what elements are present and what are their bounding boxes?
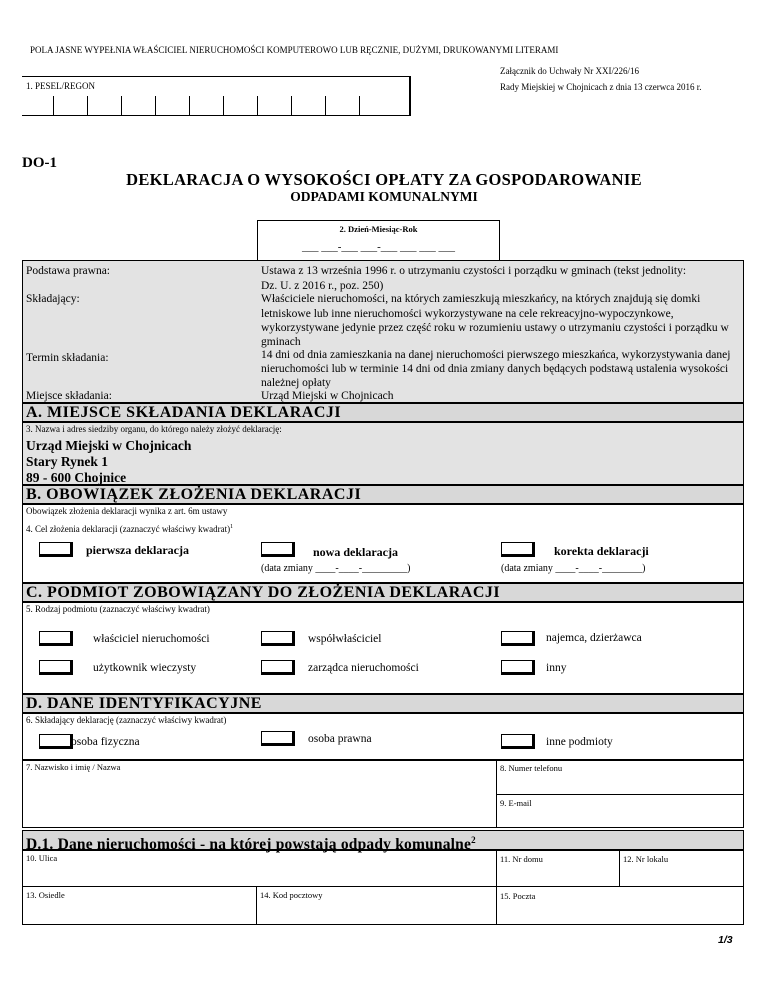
- purpose-label: 4. Cel złożenia deklaracji (zaznaczyć właściwy kwadrat)$^1$: [26, 524, 234, 534]
- house-number-label: 11. Nr domu: [500, 854, 543, 864]
- deadline-label: Termin składania:: [26, 352, 109, 364]
- deadline-text-1: 14 dni od dnia zamieszkania na danej nieruchomości pierwszego mieszkańca, wykorzystywania danej: [261, 349, 731, 361]
- perpetual-user-label: użytkownik wieczysty: [93, 662, 197, 674]
- section-b-header: B. OBOWIĄZEK ZŁOŻENIA DEKLARACJI: [22, 485, 744, 504]
- coowner-label: współwłaściciel: [308, 633, 382, 645]
- checkbox-new-declaration[interactable]: [261, 542, 295, 557]
- street-label: 10. Ulica: [26, 853, 58, 863]
- pesel-field[interactable]: [22, 76, 411, 116]
- street-field[interactable]: [22, 850, 497, 887]
- postcode-label: 14. Kod pocztowy: [260, 890, 323, 900]
- annex-line-2: Rady Miejskiej w Chojnicach z dnia 13 czerwca 2016 r.: [500, 82, 702, 92]
- checkbox-perpetual-user[interactable]: [39, 660, 73, 675]
- section-d-filer-box: [22, 713, 744, 760]
- fill-instruction: POLA JASNE WYPEŁNIA WŁAŚCICIEL NIERUCHOMOŚCI KOMPUTEROWO LUB RĘCZNIE, DUŻYMI, DRUKOWANYMI LITERAMI: [30, 45, 559, 55]
- email-field[interactable]: [496, 794, 744, 828]
- footnote-2-marker: 2: [471, 835, 476, 845]
- pesel-label: 1. PESEL/REGON: [26, 81, 96, 91]
- legal-info-box: [22, 260, 744, 403]
- date-field[interactable]: [257, 220, 500, 260]
- section-c-header: C. PODMIOT ZOBOWIĄZANY DO ZŁOŻENIA DEKLARACJI: [22, 583, 744, 602]
- office-street: Stary Rynek 1: [26, 454, 109, 469]
- date-mask: ___ ___-___ ___-___ ___ ___ ___: [301, 241, 456, 253]
- filer-text-3: wykorzystywane jedynie przez część roku w rozumieniu ustawy o utrzymaniu czystości i porządku w: [261, 322, 729, 334]
- first-declaration-label: pierwsza deklaracja: [86, 543, 189, 557]
- checkbox-manager[interactable]: [261, 660, 295, 675]
- legal-person-label: osoba prawna: [308, 733, 372, 745]
- basis-text-2: Dz. U. z 2016 r., poz. 250): [261, 280, 384, 292]
- correction-label: korekta deklaracji: [554, 544, 649, 558]
- annex-line-1: Załącznik do Uchwały Nr XXI/226/16: [500, 66, 639, 76]
- form-title-line-1: DEKLARACJA O WYSOKOŚCI OPŁATY ZA GOSPODAROWANIE: [126, 170, 642, 189]
- post-office-field[interactable]: [496, 886, 744, 925]
- place-text: Urząd Miejski w Chojnicach: [261, 390, 394, 402]
- new-declaration-label: nowa deklaracja: [313, 545, 398, 559]
- postcode-field[interactable]: [256, 886, 497, 925]
- checkbox-other-subject[interactable]: [501, 660, 535, 675]
- office-name: Urząd Miejski w Chojnicach: [26, 438, 192, 453]
- checkbox-natural-person[interactable]: [39, 734, 73, 749]
- basis-text-1: Ustawa z 13 września 1996 r. o utrzymaniu czystości i porządku w gminach (tekst jednolity:: [261, 265, 687, 277]
- estate-label: 13. Osiedle: [26, 890, 65, 900]
- checkbox-coowner[interactable]: [261, 631, 295, 646]
- page-number: 1/3: [718, 934, 733, 946]
- section-a-field: [22, 422, 744, 485]
- filer-label: Składający:: [26, 293, 80, 305]
- date-label: 2. Dzień-Miesiąc-Rok: [339, 224, 418, 234]
- house-number-field[interactable]: [496, 850, 620, 887]
- section-a-field-label: 3. Nazwa i adres siedziby organu, do którego należy złożyć deklarację:: [26, 424, 282, 434]
- filer-text-2: letniskowe lub inne nieruchomości wykorzystywane na cele rekreacyjno-wypoczynkowe,: [261, 308, 674, 320]
- filer-text-1: Właściciele nieruchomości, na których zamieszkują mieszkańcy, na których znajdują się domki: [261, 293, 701, 305]
- section-d1-header: D.1. Dane nieruchomości - na której powstają odpady komunalne$^2$: [22, 830, 744, 850]
- phone-field[interactable]: [496, 760, 744, 795]
- name-field[interactable]: [22, 760, 497, 828]
- section-a-header: A. MIEJSCE SKŁADANIA DEKLARACJI: [22, 403, 744, 422]
- email-label: 9. E-mail: [500, 798, 532, 808]
- checkbox-legal-person[interactable]: [261, 731, 295, 746]
- form-title-line-2: ODPADAMI KOMUNALNYMI: [290, 189, 478, 204]
- tenant-label: najemca, dzierżawca: [546, 632, 642, 644]
- checkbox-tenant[interactable]: [501, 631, 535, 646]
- filer-type-label: 6. Składający deklarację (zaznaczyć właściwy kwadrat): [26, 715, 227, 725]
- deadline-text-2: nieruchomości lub w terminie 14 dni od dnia zmiany danych będących podstawą ustalenia wysokości: [261, 363, 729, 375]
- filer-text-4: gminach: [261, 336, 301, 348]
- date-change-correction[interactable]: (data zmiany ____-____-________): [501, 563, 646, 574]
- deadline-text-3: należnej opłaty: [261, 377, 331, 389]
- place-label: Miejsce składania:: [26, 390, 112, 402]
- form-code: DO-1: [22, 155, 57, 171]
- name-label: 7. Nazwisko i imię / Nazwa: [26, 762, 121, 772]
- other-subject-label: inny: [546, 662, 567, 674]
- natural-person-label: osoba fizyczna: [71, 736, 140, 748]
- flat-number-field[interactable]: [619, 850, 744, 887]
- other-entities-label: inne podmioty: [546, 736, 613, 748]
- owner-label: właściciel nieruchomości: [93, 633, 210, 645]
- estate-field[interactable]: [22, 886, 257, 925]
- date-change-new[interactable]: (data zmiany ____-____-_________): [261, 563, 411, 574]
- basis-label: Podstawa prawna:: [26, 265, 110, 277]
- obligation-text: Obowiązek złożenia deklaracji wynika z art. 6m ustawy: [26, 506, 228, 516]
- phone-label: 8. Numer telefonu: [500, 763, 563, 773]
- footnote-1-marker: 1: [230, 524, 234, 530]
- checkbox-owner[interactable]: [39, 631, 73, 646]
- subject-type-label: 5. Rodzaj podmiotu (zaznaczyć właściwy kwadrat): [26, 604, 210, 614]
- office-city: 89 - 600 Chojnice: [26, 470, 127, 485]
- section-c-body: [22, 602, 744, 694]
- flat-number-label: 12. Nr lokalu: [623, 854, 669, 864]
- section-b-body: [22, 504, 744, 583]
- manager-label: zarządca nieruchomości: [308, 662, 419, 674]
- checkbox-correction[interactable]: [501, 542, 535, 557]
- checkbox-first-declaration[interactable]: [39, 542, 73, 557]
- checkbox-other-entities[interactable]: [501, 734, 535, 749]
- post-office-label: 15. Poczta: [500, 891, 536, 901]
- section-d-header: D. DANE IDENTYFIKACYJNE: [22, 694, 744, 713]
